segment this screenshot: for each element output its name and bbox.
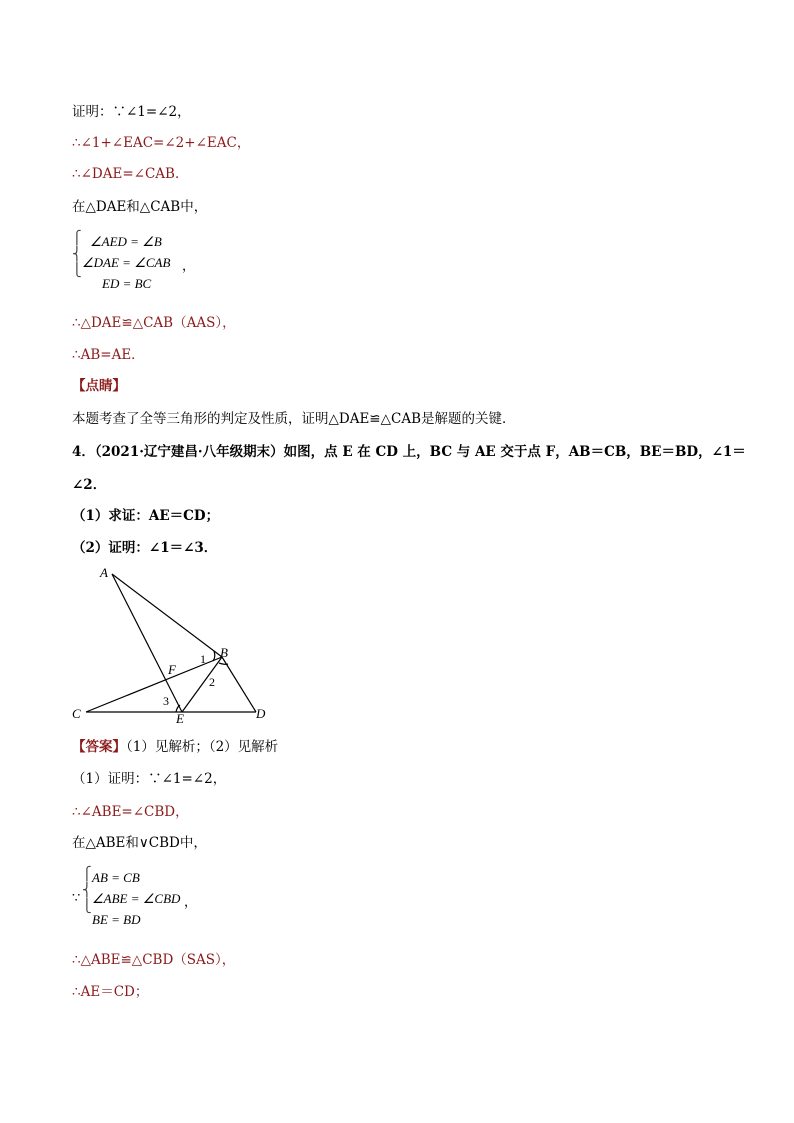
- segment-ab: [112, 574, 222, 657]
- question-4-sub-1: （1）求证：AE＝CD；: [72, 508, 220, 524]
- answer-line: [72, 738, 278, 756]
- system2-comma: ，: [184, 895, 198, 910]
- answer-line-5: ∴AE＝CD；: [72, 984, 149, 1000]
- brace-bottom: ⎩: [72, 263, 82, 278]
- angle-1-arc: [213, 651, 215, 661]
- answer-line-2: ∴∠ABE=∠CBD，: [72, 804, 189, 820]
- label-f: F: [168, 662, 176, 677]
- answer-line-4: ∴△ABE≌△CBD（SAS），: [72, 952, 236, 968]
- segment-ae: [112, 574, 182, 712]
- answer-line-3: 在△ABE和∨CBD中，: [72, 835, 207, 851]
- question-4-line-1: 4．（2021·辽宁建昌·八年级期末）如图，点 E 在 CD 上，BC 与 AE 交于点 F，AB＝CB，BE＝BD，∠1＝: [72, 444, 746, 460]
- brace2-top: ⎧: [82, 867, 92, 882]
- system1-row-3: ED = BC: [102, 276, 152, 291]
- label-c: C: [72, 706, 81, 721]
- brace2-bottom: ⎩: [82, 899, 92, 914]
- answer-line-1: （1）证明：∵∠1=∠2，: [72, 771, 227, 787]
- system2-because: ∵: [72, 890, 81, 905]
- equation-system-1: [72, 232, 272, 294]
- label-angle-3: 3: [163, 694, 169, 708]
- system1-row-1: ∠AED = ∠B: [90, 234, 162, 249]
- proof-line-3: ∴∠DAE=∠CAB．: [72, 166, 189, 182]
- system2-row-3: BE = BD: [92, 912, 141, 927]
- brace-top: ⎧: [72, 231, 82, 246]
- answer-tag: 【答案】: [72, 739, 126, 755]
- question-4-sub-2: （2）证明：∠1＝∠3．: [72, 540, 218, 556]
- brace2-mid: ⎨: [82, 883, 92, 898]
- label-angle-2: 2: [209, 675, 215, 689]
- system2-row-2: ∠ABE = ∠CBD: [92, 891, 181, 906]
- equation-system-2: [72, 868, 272, 930]
- proof-line-6: ∴AB=AE．: [72, 347, 145, 363]
- segment-bd: [222, 657, 256, 712]
- label-d: D: [256, 706, 266, 721]
- proof-line-1: 证明：∵∠1=∠2，: [72, 104, 191, 120]
- system2-row-1: AB = CB: [92, 870, 140, 885]
- system1-comma: ，: [182, 259, 196, 274]
- geometry-figure: [60, 560, 280, 730]
- proof-line-4: 在△DAE和△CAB中，: [72, 199, 208, 215]
- comment-text: 本题考查了全等三角形的判定及性质，证明△DAE≌△CAB是解题的关键．: [72, 411, 516, 427]
- label-e: E: [176, 711, 184, 726]
- question-4-line-2: ∠2．: [72, 477, 107, 493]
- label-angle-1: 1: [200, 652, 206, 666]
- system1-row-2: ∠DAE = ∠CAB: [82, 255, 171, 270]
- brace-mid: ⎨: [72, 247, 82, 262]
- answer-text: （1）见解析；（2）见解析: [126, 739, 279, 755]
- proof-line-2: ∴∠1+∠EAC=∠2+∠EAC，: [72, 135, 251, 151]
- label-b: B: [220, 645, 228, 660]
- proof-line-5: ∴△DAE≌△CAB（AAS），: [72, 315, 236, 331]
- label-a: A: [100, 565, 108, 580]
- comment-tag: 【点睛】: [72, 378, 126, 394]
